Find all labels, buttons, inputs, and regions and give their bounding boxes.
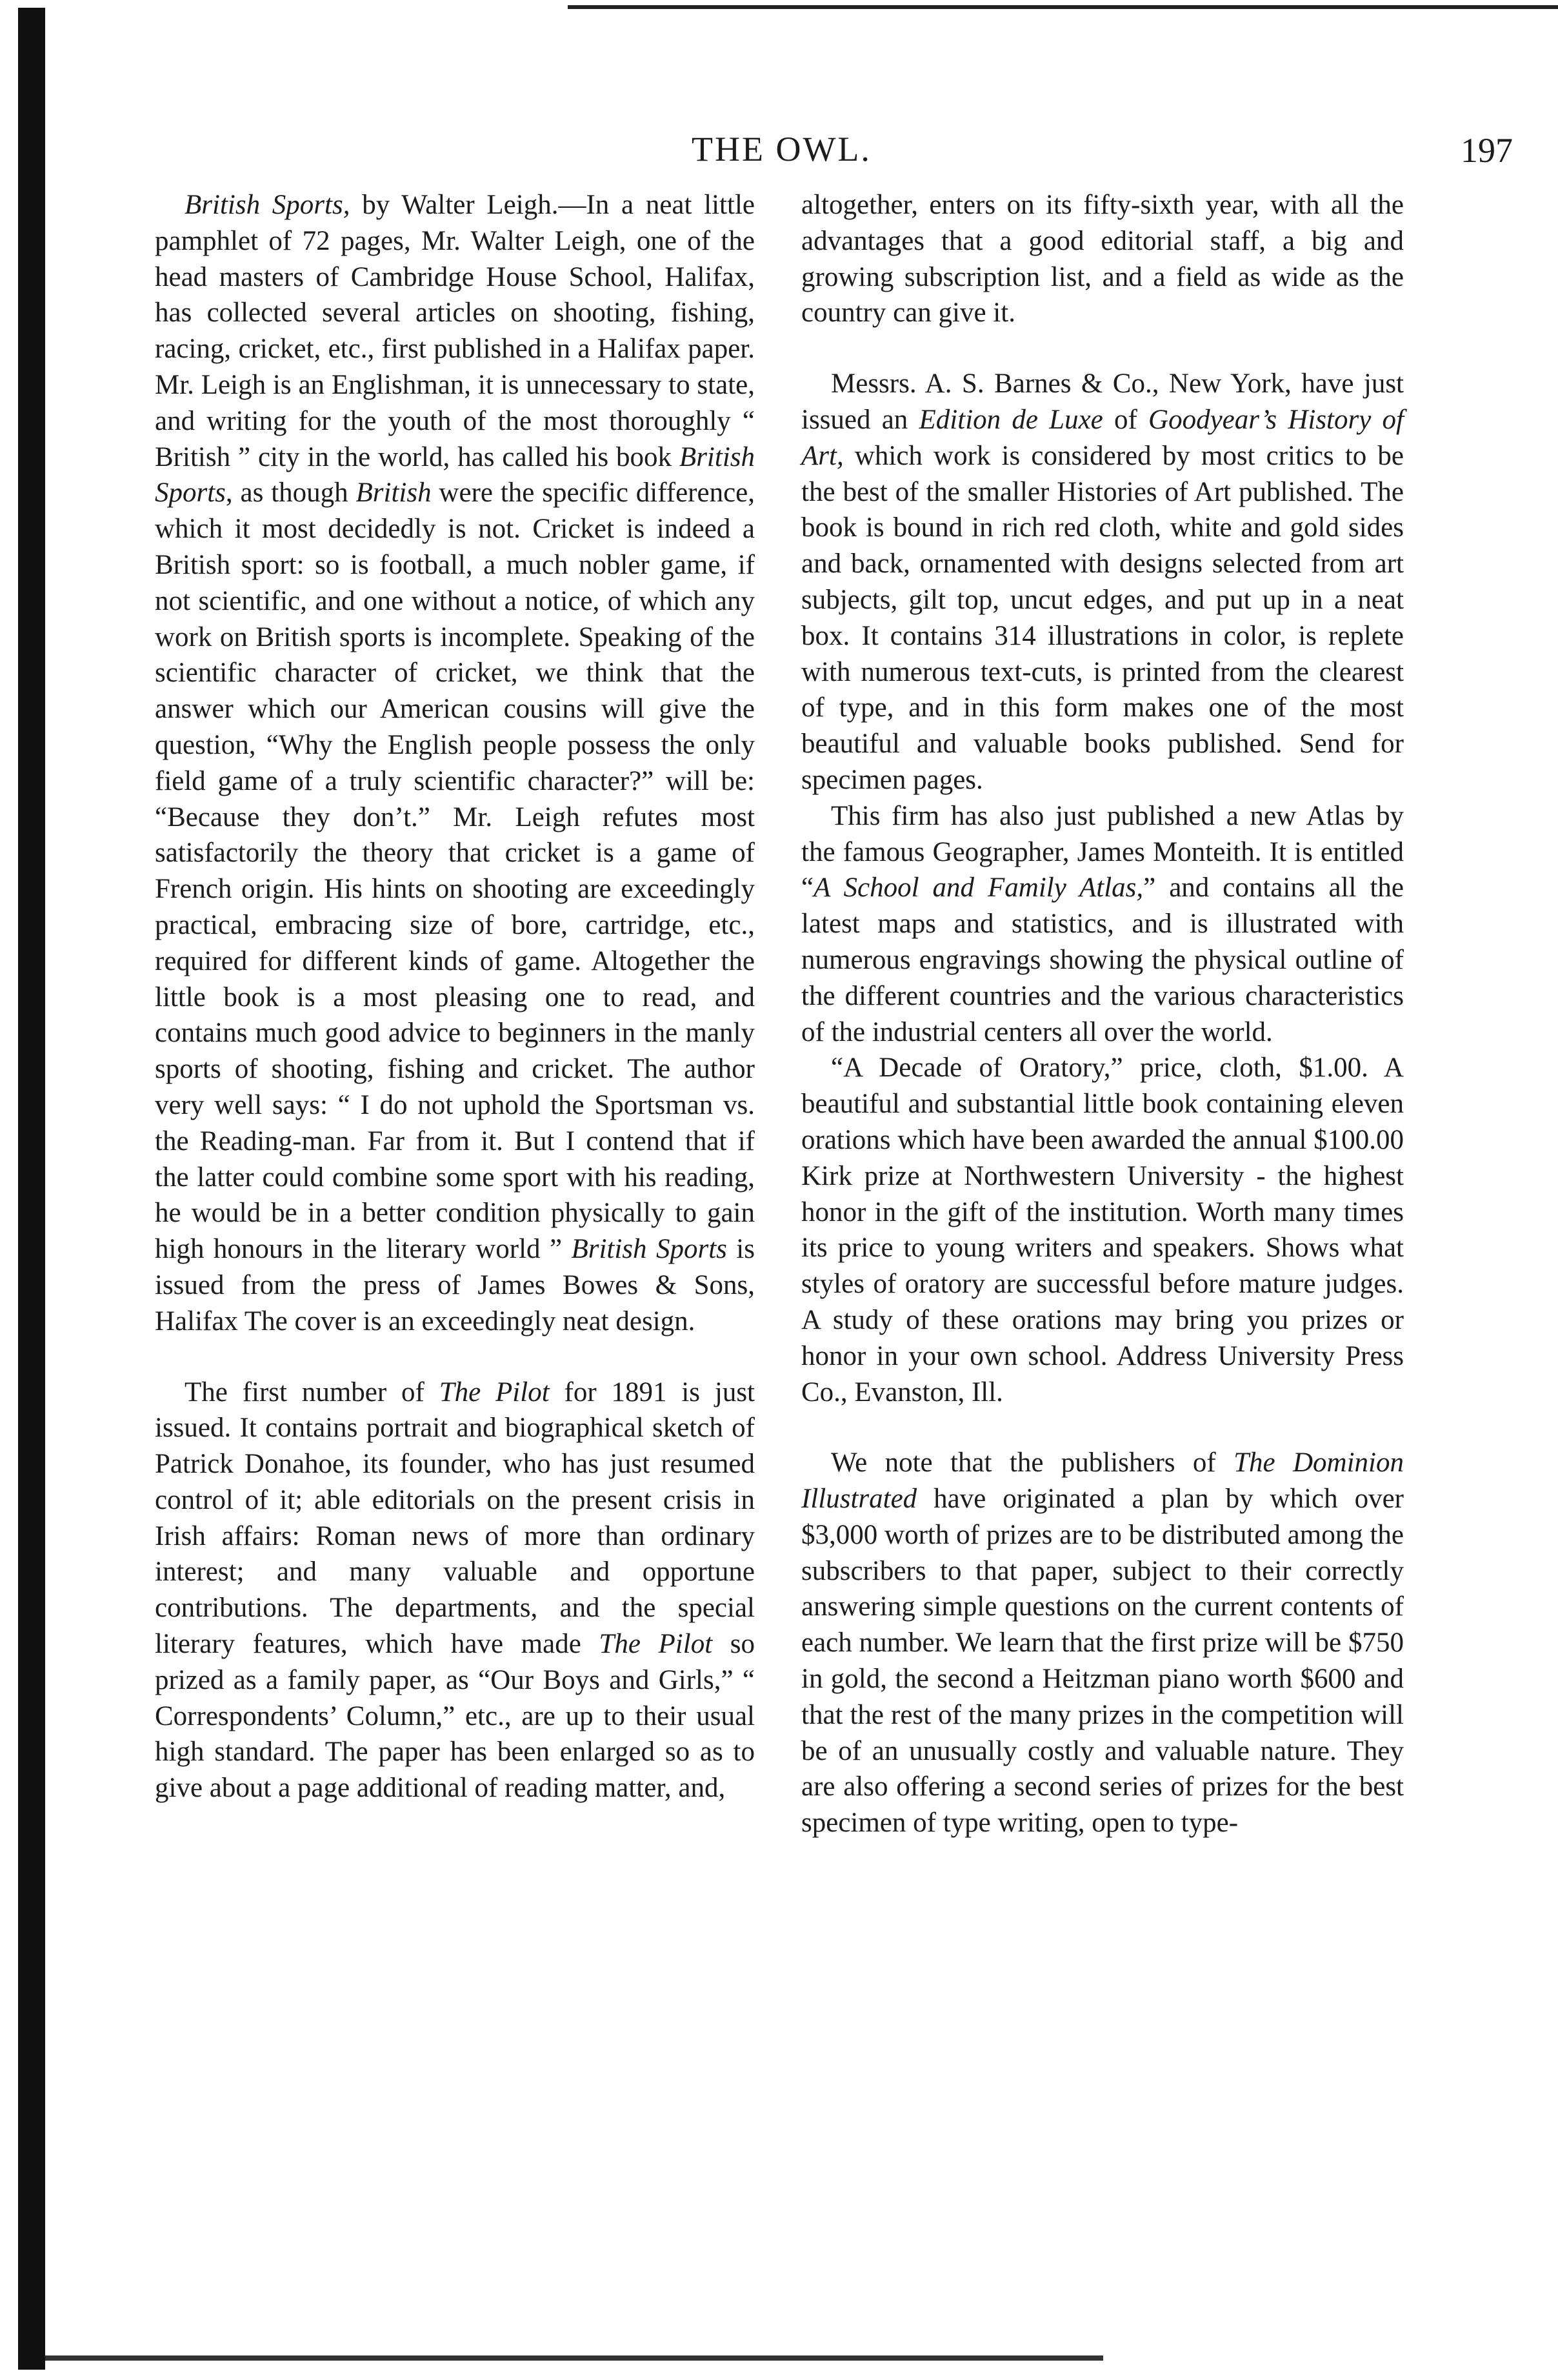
- book-title: British: [355, 478, 432, 509]
- book-title: British Sports,: [185, 190, 350, 220]
- review-the-pilot: The first number of The Pilot for 1891 is just issued. It contains portrait and biographical sketch of Patrick Donahoe, its founder, who has just resumed control of it; able editorials on the present crisis in Irish affairs: Roman news of more than ordinary interest; and many valuable and opportune contributions. The departments, and the special literary features, which have made The Pilot so prized as a family paper, as “Our Boys and Girls,” “ Correspondents’ Column,” etc., are up to their usual high standard. The paper has been enlarged so as to give about a page additional of reading matter, and,: [155, 1377, 755, 1804]
- review-british-sports: British Sports, by Walter Leigh.—In a neat little pamphlet of 72 pages, Mr. Walter Leigh, one of the head masters of Cambridge House School, Halifax, has collected several articles on shooting, fishing, racing, cricket, etc., first published in a Halifax paper. Mr. Leigh is an Englishman, it is unnecessary to state, and writing for the youth of the most thoroughly “ British ” city in the world, has called his book British Sports, as though British were the specific difference, which it most decidedly is not. Cricket is indeed a British sport: so is football, a much nobler game, if not scientific, and one without a notice, of which any work on British sports is incomplete. Speaking of the scientific character of cricket, we think that the answer which our American cousins will give the question, “Why the English people possess the only field game of a truly scientific character?” will be: “Because they don’t.” Mr. Leigh refutes most satisfactorily the theory that cricket is a game of French origin. His hints on shooting are exceedingly practical, embracing size of bore, cartridge, etc., required for different kinds of game. Altogether the little book is a most pleasing one to read, and contains much good advice to beginners in the manly sports of shooting, fishing and cricket. The author very well says: “ I do not uphold the Sportsman vs. the Reading-man. Far from it. But I contend that if the latter could combine some sport with his reading, he would be in a better condition physically to gain high honours in the literary world ” British Sports is issued from the press of James Bowes & Sons, Halifax The cover is an exceedingly neat design.: [155, 190, 755, 1336]
- top-rule: [568, 5, 1558, 9]
- bottom-rule: [45, 2355, 1103, 2361]
- notice-dominion-illustrated: We note that the publishers of The Dominion Illustrated have originated a plan by which over $3,000 worth of prizes are to be distributed among the subscribers to that paper, subject to their correctly answering simple questions on the current contents of each number. We learn that the first prize will be $750 in gold, the second a Heitzman piano worth $600 and that the rest of the many prizes in the competition will be of an unusually costly and valuable nature. They are also offering a second series of prizes for the best specimen of type writing, open to type-: [801, 1447, 1404, 1839]
- journal-title: THE OWL.: [692, 130, 872, 168]
- notice-decade-of-oratory: “A Decade of Oratory,” price, cloth, $1.00. A beautiful and substantial little book containing eleven orations which have been awarded the annual $100.00 Kirk prize at Northwestern University - the highest honor in the gift of the institution. Worth many times its price to young writers and speakers. Shows what styles of oratory are successful before mature judges. A study of these orations may bring you prizes or honor in your own school. Address University Press Co., Evanston, Ill.: [801, 1053, 1404, 1407]
- book-title: Goodyear’s History of Art,: [801, 404, 1404, 471]
- left-column: [155, 187, 755, 1806]
- notice-monteith-atlas: This firm has also just published a new Atlas by the famous Geographer, James Monteith. It is entitled “A School and Family Atlas,” and contains all the latest maps and statistics, and is illustrated with numerous engravings showing the physical outline of the different countries and the various characteristics of the industrial centers all over the world.: [801, 800, 1404, 1047]
- page-binding-edge: [18, 8, 45, 2370]
- paper-title: The Pilot: [439, 1377, 550, 1407]
- paper-title: The Pilot: [599, 1629, 713, 1660]
- book-title: Edition de Luxe: [919, 404, 1103, 435]
- paper-title: The Dominion Illustrated: [801, 1447, 1404, 1515]
- book-title: British Sports: [155, 441, 755, 509]
- book-title: British Sports: [571, 1234, 727, 1265]
- running-header: [155, 129, 1513, 174]
- page-number: 197: [1461, 131, 1513, 170]
- book-title: A School and Family Atlas,: [814, 872, 1144, 903]
- right-column: [801, 187, 1404, 1841]
- notice-barnes-history-of-art: Messrs. A. S. Barnes & Co., New York, have just issued an Edition de Luxe of Goodyear’s History of Art, which work is considered by most critics to be the best of the smaller Histories of Art published. The book is bound in rich red cloth, white and gold sides and back, ornamented with designs selected from art subjects, gilt top, uncut edges, and put up in a neat box. It contains 314 illustrations in color, is replete with numerous text-cuts, is printed from the clearest of type, and in this form makes one of the most beautiful and valuable books published. Send for specimen pages.: [801, 368, 1404, 795]
- pilot-continuation: altogether, enters on its fifty-sixth year, with all the advantages that a good editorial staff, a big and growing subscription list, and a field as wide as the country can give it.: [801, 190, 1404, 328]
